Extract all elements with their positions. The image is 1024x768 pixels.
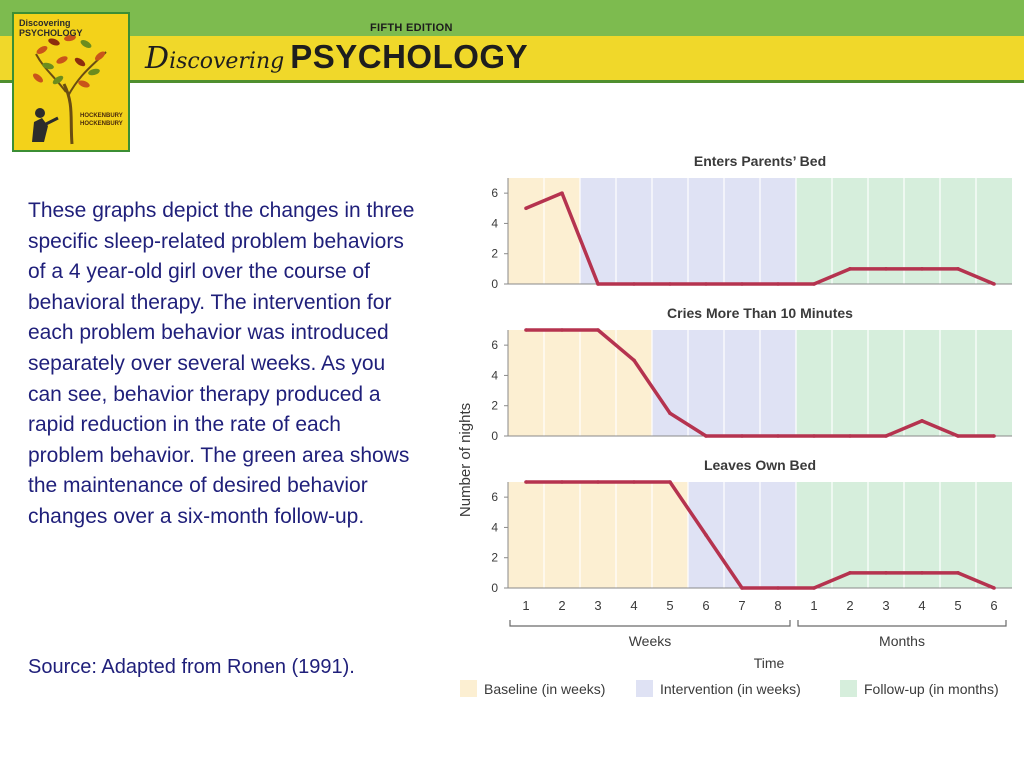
x-tick-label: 6 xyxy=(702,598,710,613)
legend-swatch xyxy=(460,680,477,697)
data-point xyxy=(524,328,528,332)
data-point xyxy=(668,282,672,286)
y-axis-title: Number of nights xyxy=(457,402,474,518)
y-tick-label: 6 xyxy=(491,186,498,201)
data-point xyxy=(524,206,528,210)
y-tick-label: 0 xyxy=(491,429,498,443)
legend-swatch xyxy=(636,680,653,697)
data-point xyxy=(524,480,528,484)
data-point xyxy=(956,434,960,438)
data-point xyxy=(704,533,708,537)
x-tick-label: 4 xyxy=(630,598,638,613)
brand-psychology: PSYCHOLOGY xyxy=(290,38,529,75)
data-point xyxy=(596,480,600,484)
x-axis-title: Time xyxy=(753,655,785,671)
data-point xyxy=(956,571,960,575)
y-tick-label: 4 xyxy=(491,368,498,383)
y-tick-label: 6 xyxy=(491,338,498,353)
data-point xyxy=(560,480,564,484)
data-point xyxy=(920,267,924,271)
book-title-logo xyxy=(145,38,528,78)
x-tick-label: 5 xyxy=(954,598,962,613)
data-point xyxy=(560,328,564,332)
data-point xyxy=(920,571,924,575)
data-point xyxy=(740,282,744,286)
brand-discovering: iscovering xyxy=(169,49,285,74)
data-point xyxy=(596,282,600,286)
cover-authors xyxy=(80,112,123,128)
data-point xyxy=(884,571,888,575)
cover-title: Discovering PSYCHOLOGY xyxy=(19,18,83,38)
book-cover-image xyxy=(12,12,130,152)
data-point xyxy=(956,267,960,271)
data-point xyxy=(812,434,816,438)
data-point xyxy=(992,586,996,590)
panel-title: Enters Parents’ Bed xyxy=(693,153,827,169)
data-point xyxy=(596,328,600,332)
data-point xyxy=(920,419,924,423)
data-point xyxy=(776,434,780,438)
group-bracket xyxy=(510,620,790,626)
data-point xyxy=(668,411,672,415)
baseline-region xyxy=(508,482,688,588)
data-point xyxy=(740,434,744,438)
data-point xyxy=(992,282,996,286)
panel-title: Cries More Than 10 Minutes xyxy=(667,305,853,321)
header-divider xyxy=(0,80,1024,83)
data-point xyxy=(884,267,888,271)
data-point xyxy=(632,358,636,362)
legend-swatch xyxy=(840,680,857,697)
legend-label: Baseline (in weeks) xyxy=(484,681,606,697)
data-point xyxy=(992,434,996,438)
y-tick-label: 2 xyxy=(491,398,498,413)
x-tick-label: 7 xyxy=(738,598,746,613)
x-tick-label: 4 xyxy=(918,598,926,613)
x-tick-label: 3 xyxy=(882,598,890,613)
cover-author: HOCKENBURY xyxy=(80,113,123,119)
legend-label: Intervention (in weeks) xyxy=(660,681,801,697)
y-tick-label: 4 xyxy=(491,520,498,535)
data-point xyxy=(776,282,780,286)
x-tick-label: 1 xyxy=(810,598,818,613)
data-point xyxy=(632,480,636,484)
data-point xyxy=(776,586,780,590)
x-tick-label: 3 xyxy=(594,598,602,613)
x-tick-label: 1 xyxy=(522,598,530,613)
data-point xyxy=(812,282,816,286)
legend-label: Follow-up (in months) xyxy=(864,681,999,697)
data-point xyxy=(848,434,852,438)
data-point xyxy=(560,191,564,195)
data-point xyxy=(740,586,744,590)
x-tick-label: 2 xyxy=(846,598,854,613)
description-text: These graphs depict the changes in three specific sleep-related problem behaviors of a 4 year-old girl over the course of behavioral therapy. The intervention for each problem behavior was introduced separately over several weeks. As you can see, behavior therapy produced a rapid reduction in the rate of each problem behavior. The green area shows the maintenance of desired behavior changes over a six-month follow-up. xyxy=(28,199,415,528)
y-tick-label: 6 xyxy=(491,490,498,505)
sleep-behavior-charts xyxy=(440,140,1024,710)
header-green-band xyxy=(0,0,1024,38)
data-point xyxy=(704,282,708,286)
x-tick-label: 8 xyxy=(774,598,782,613)
x-tick-label: 6 xyxy=(990,598,998,613)
data-point xyxy=(884,434,888,438)
y-tick-label: 0 xyxy=(491,581,498,595)
x-tick-label: 2 xyxy=(558,598,566,613)
data-point xyxy=(704,434,708,438)
group-bracket xyxy=(798,620,1006,626)
y-tick-label: 2 xyxy=(491,246,498,261)
edition-label: FIFTH EDITION xyxy=(370,22,453,34)
data-point xyxy=(668,480,672,484)
y-tick-label: 4 xyxy=(491,216,498,231)
x-tick-label: 5 xyxy=(666,598,674,613)
y-tick-label: 2 xyxy=(491,550,498,565)
data-point xyxy=(632,282,636,286)
brand-initial: D xyxy=(145,41,170,76)
group-label: Months xyxy=(879,633,925,649)
source-citation: Source: Adapted from Ronen (1991). xyxy=(28,656,355,678)
panel-title: Leaves Own Bed xyxy=(703,457,817,473)
data-point xyxy=(848,267,852,271)
group-label: Weeks xyxy=(628,633,672,649)
cover-author: HOCKENBURY xyxy=(80,121,123,127)
data-point xyxy=(812,586,816,590)
y-tick-label: 0 xyxy=(491,277,498,291)
data-point xyxy=(848,571,852,575)
